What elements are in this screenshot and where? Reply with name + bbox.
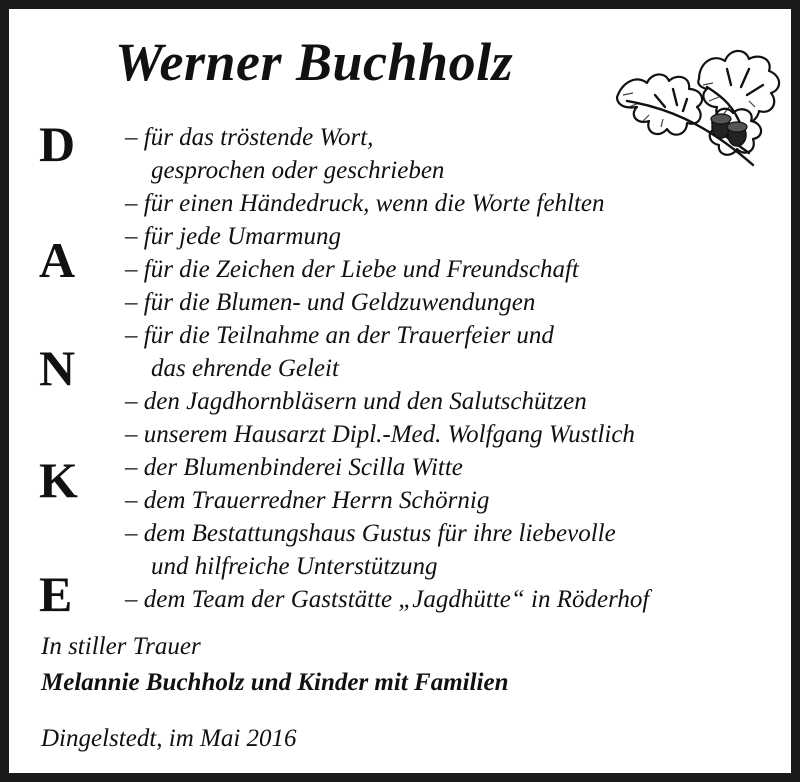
deceased-name-title: Werner Buchholz	[115, 32, 514, 92]
thanks-line: – für die Zeichen der Liebe und Freundschaft	[125, 256, 579, 283]
acrostic-letter-n: N	[39, 340, 76, 396]
family-signature: Melannie Buchholz und Kinder mit Familien	[41, 669, 509, 696]
acrostic-letter-d: D	[39, 116, 76, 172]
thanks-line: – für das tröstende Wort,	[125, 124, 374, 151]
thanks-line: – dem Team der Gaststätte „Jagdhütte“ in Röderhof	[125, 586, 650, 613]
thanks-line: – dem Trauerredner Herrn Schörnig	[125, 487, 490, 514]
place-date: Dingelstedt, im Mai 2016	[41, 725, 297, 752]
mourning-note: In stiller Trauer	[41, 633, 201, 660]
thanks-line: – für jede Umarmung	[125, 223, 341, 250]
thanks-line: – für einen Händedruck, wenn die Worte fehlten	[125, 190, 605, 217]
thanks-list	[125, 121, 649, 616]
acrostic-letter-k: K	[39, 452, 78, 508]
thanks-line: – den Jagdhornbläsern und den Salutschützen	[125, 388, 587, 415]
acrostic-letter-a: A	[39, 232, 76, 288]
thanks-line: gesprochen oder geschrieben	[151, 157, 445, 184]
thanks-line: – der Blumenbinderei Scilla Witte	[125, 454, 463, 481]
thanks-line: das ehrende Geleit	[151, 355, 339, 382]
thanks-line: – für die Blumen- und Geldzuwendungen	[125, 289, 536, 316]
thanks-line: – unserem Hausarzt Dipl.-Med. Wolfgang Wustlich	[125, 421, 635, 448]
thanks-line: – dem Bestattungshaus Gustus für ihre liebevolle	[125, 520, 616, 547]
thanks-line: – für die Teilnahme an der Trauerfeier und	[125, 322, 554, 349]
acrostic-letter-e: E	[39, 566, 73, 622]
thanks-line: und hilfreiche Unterstützung	[151, 553, 438, 580]
